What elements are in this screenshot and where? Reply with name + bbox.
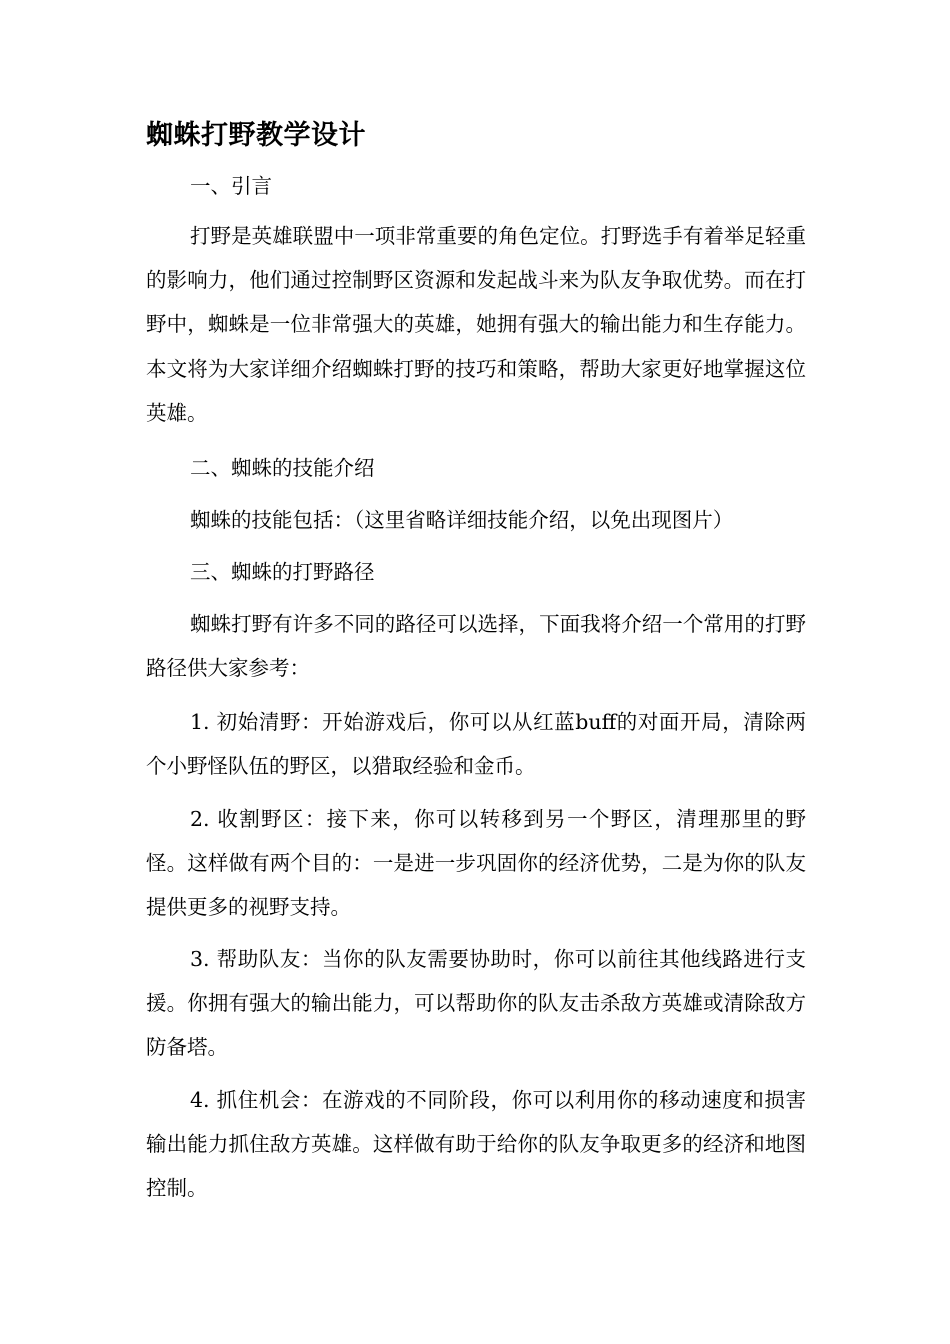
paragraph-skills: 蜘蛛的技能包括：（这里省略详细技能介绍，以免出现图片） bbox=[190, 508, 734, 532]
list-item-initial-clear: 1. 初始清野：开始游戏后，你可以从红蓝buff的对面开局，清除两个小野怪队伍的野区，以猎取经验和金币。 bbox=[146, 710, 806, 779]
section-heading-jungle-path: 三、蜘蛛的打野路径 bbox=[190, 560, 375, 584]
document-title: 蜘蛛打野教学设计 bbox=[146, 120, 366, 151]
section-heading-introduction: 一、引言 bbox=[190, 174, 272, 198]
paragraph-jungle-path: 蜘蛛打野有许多不同的路径可以选择，下面我将介绍一个常用的打野路径供大家参考： bbox=[146, 612, 806, 681]
list-item-seize-opportunity: 4. 抓住机会：在游戏的不同阶段，你可以利用你的移动速度和损害输出能力抓住敌方英雄。这样做有助于给你的队友争取更多的经济和地图控制。 bbox=[146, 1088, 806, 1201]
section-heading-skills: 二、蜘蛛的技能介绍 bbox=[190, 456, 375, 480]
paragraph-introduction: 打野是英雄联盟中一项非常重要的角色定位。打野选手有着举足轻重的影响力，他们通过控制野区资源和发起战斗来为队友争取优势。而在打野中，蜘蛛是一位非常强大的英雄，她拥有强大的输出能力和生存能力。本文将为大家详细介绍蜘蛛打野的技巧和策略，帮助大家更好地掌握这位英雄。 bbox=[146, 224, 806, 425]
list-item-harvest-jungle: 2. 收割野区：接下来，你可以转移到另一个野区，清理那里的野怪。这样做有两个目的：一是进一步巩固你的经济优势，二是为你的队友提供更多的视野支持。 bbox=[146, 807, 806, 920]
list-item-help-teammates: 3. 帮助队友：当你的队友需要协助时，你可以前往其他线路进行支援。你拥有强大的输出能力，可以帮助你的队友击杀敌方英雄或清除敌方防备塔。 bbox=[146, 947, 806, 1060]
